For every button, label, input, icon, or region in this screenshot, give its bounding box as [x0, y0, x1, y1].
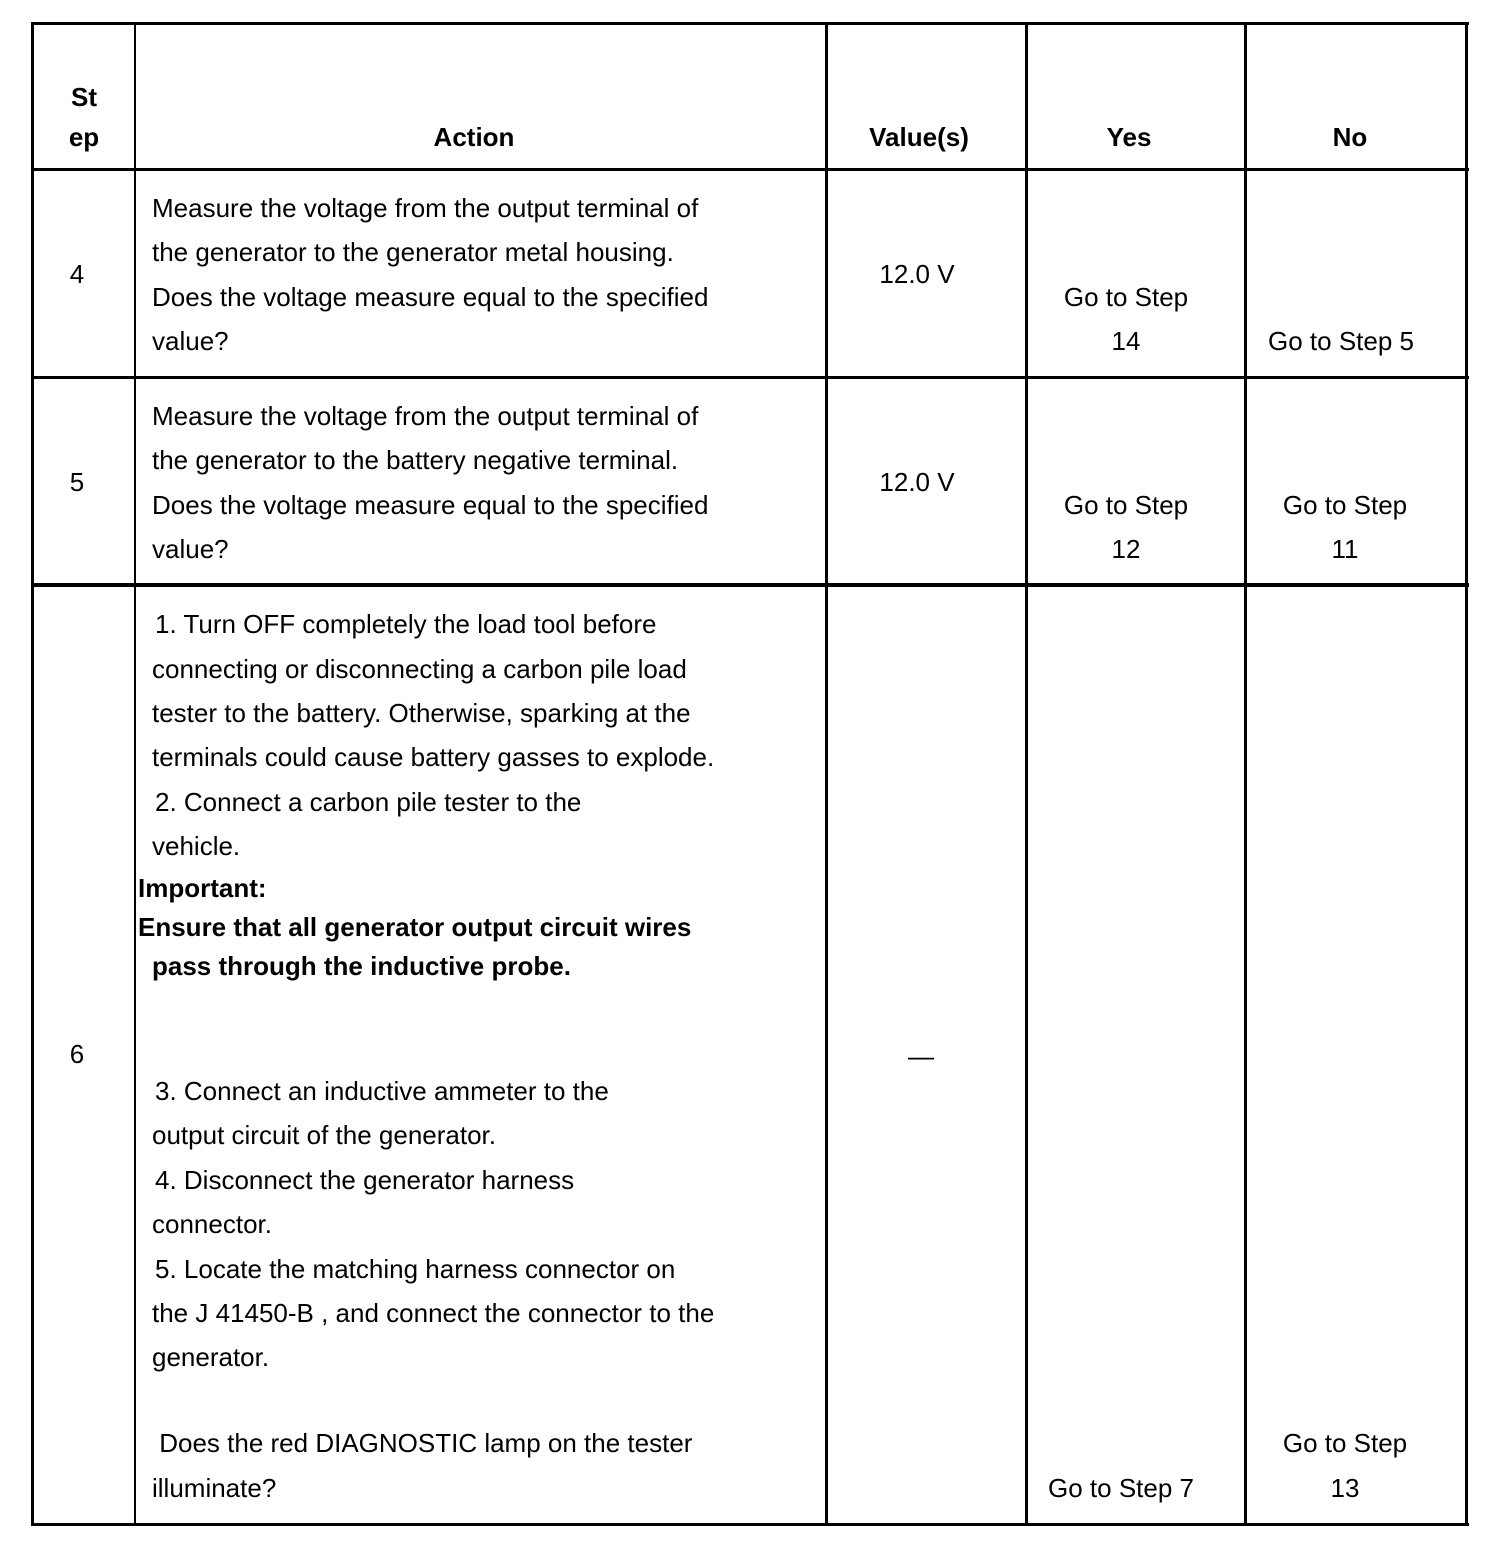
- header-no: No: [1332, 122, 1368, 152]
- row-6-action-line-4: terminals could cause battery gasses to explode.: [152, 742, 715, 772]
- row-5-yes-line-1: Go to Step: [1063, 490, 1189, 520]
- row-6-no-line-1: Go to Step: [1282, 1428, 1408, 1458]
- header-yes: Yes: [1106, 122, 1152, 152]
- row-4-step: 4: [69, 259, 85, 289]
- row-4-bottom-border: [31, 376, 1469, 379]
- row-5-bottom-border: [31, 583, 1469, 587]
- table-right-border: [1465, 22, 1468, 1526]
- row-6-action-line-9: 4. Disconnect the generator harness: [155, 1165, 575, 1195]
- row-5-no-line-2: 11: [1331, 534, 1359, 564]
- row-4-yes-line-1: Go to Step: [1063, 282, 1189, 312]
- table-bottom-border: [31, 1523, 1469, 1526]
- row-6-action-line-3: tester to the battery. Otherwise, sparking at the: [152, 698, 691, 728]
- row-5-value: 12.0 V: [879, 467, 955, 497]
- row-6-action-line-6: vehicle.: [152, 831, 241, 861]
- row-6-yes-line-1: Go to Step 7: [1048, 1473, 1194, 1503]
- row-6-important-label: Important:: [138, 873, 267, 903]
- header-step-line-2: ep: [68, 122, 100, 152]
- step-column-divider: [134, 22, 136, 1526]
- row-5-action-line-3: Does the voltage measure equal to the specified: [152, 490, 709, 520]
- row-5-action-line-2: the generator to the battery negative terminal.: [152, 445, 679, 475]
- row-6-step: 6: [69, 1039, 85, 1069]
- header-step-line-1: St: [71, 82, 97, 112]
- value-column-divider: [1025, 22, 1028, 1526]
- row-6-important-line-2: pass through the inductive probe.: [152, 951, 571, 981]
- row-6-action-line-1: 1. Turn OFF completely the load tool before: [155, 609, 657, 639]
- row-6-action-line-5: 2. Connect a carbon pile tester to the: [155, 787, 582, 817]
- row-4-action-line-4: value?: [152, 326, 229, 356]
- row-4-action-line-1: Measure the voltage from the output terminal of: [152, 193, 699, 223]
- row-5-yes-line-2: 12: [1111, 534, 1141, 564]
- row-6-value: —: [908, 1041, 934, 1071]
- row-6-action-line-13: generator.: [152, 1342, 270, 1372]
- row-6-action-line-2: connecting or disconnecting a carbon pile load: [152, 654, 687, 684]
- row-6-question-line-2: illuminate?: [152, 1473, 277, 1503]
- row-6-action-line-11: 5. Locate the matching harness connector on: [155, 1254, 676, 1284]
- row-5-action-line-4: value?: [152, 534, 229, 564]
- row-6-action-line-12: the J 41450-B , and connect the connector to the: [152, 1298, 715, 1328]
- row-4-action-line-3: Does the voltage measure equal to the specified: [152, 282, 709, 312]
- row-5-no-line-1: Go to Step: [1282, 490, 1408, 520]
- row-6-question-line-1: Does the red DIAGNOSTIC lamp on the tester: [152, 1428, 693, 1458]
- action-column-divider: [825, 22, 828, 1526]
- row-6-action-line-7: 3. Connect an inductive ammeter to the: [155, 1076, 609, 1106]
- row-4-value: 12.0 V: [879, 259, 955, 289]
- row-6-no-line-2: 13: [1330, 1473, 1360, 1503]
- header-action: Action: [433, 122, 515, 152]
- row-5-step: 5: [69, 467, 85, 497]
- table-top-border: [31, 22, 1469, 25]
- yes-column-divider: [1244, 22, 1247, 1526]
- header-bottom-border: [31, 168, 1469, 171]
- row-6-important-line-1: Ensure that all generator output circuit wires: [138, 912, 692, 942]
- row-4-action-line-2: the generator to the generator metal housing.: [152, 237, 674, 267]
- row-5-action-line-1: Measure the voltage from the output terminal of: [152, 401, 699, 431]
- row-4-yes-line-2: 14: [1111, 326, 1141, 356]
- table-left-border: [31, 22, 34, 1526]
- row-6-action-line-8: output circuit of the generator.: [152, 1120, 496, 1150]
- row-6-action-line-10: connector.: [152, 1209, 272, 1239]
- row-4-no-line-1: Go to Step 5: [1268, 326, 1414, 356]
- header-values: Value(s): [869, 122, 969, 152]
